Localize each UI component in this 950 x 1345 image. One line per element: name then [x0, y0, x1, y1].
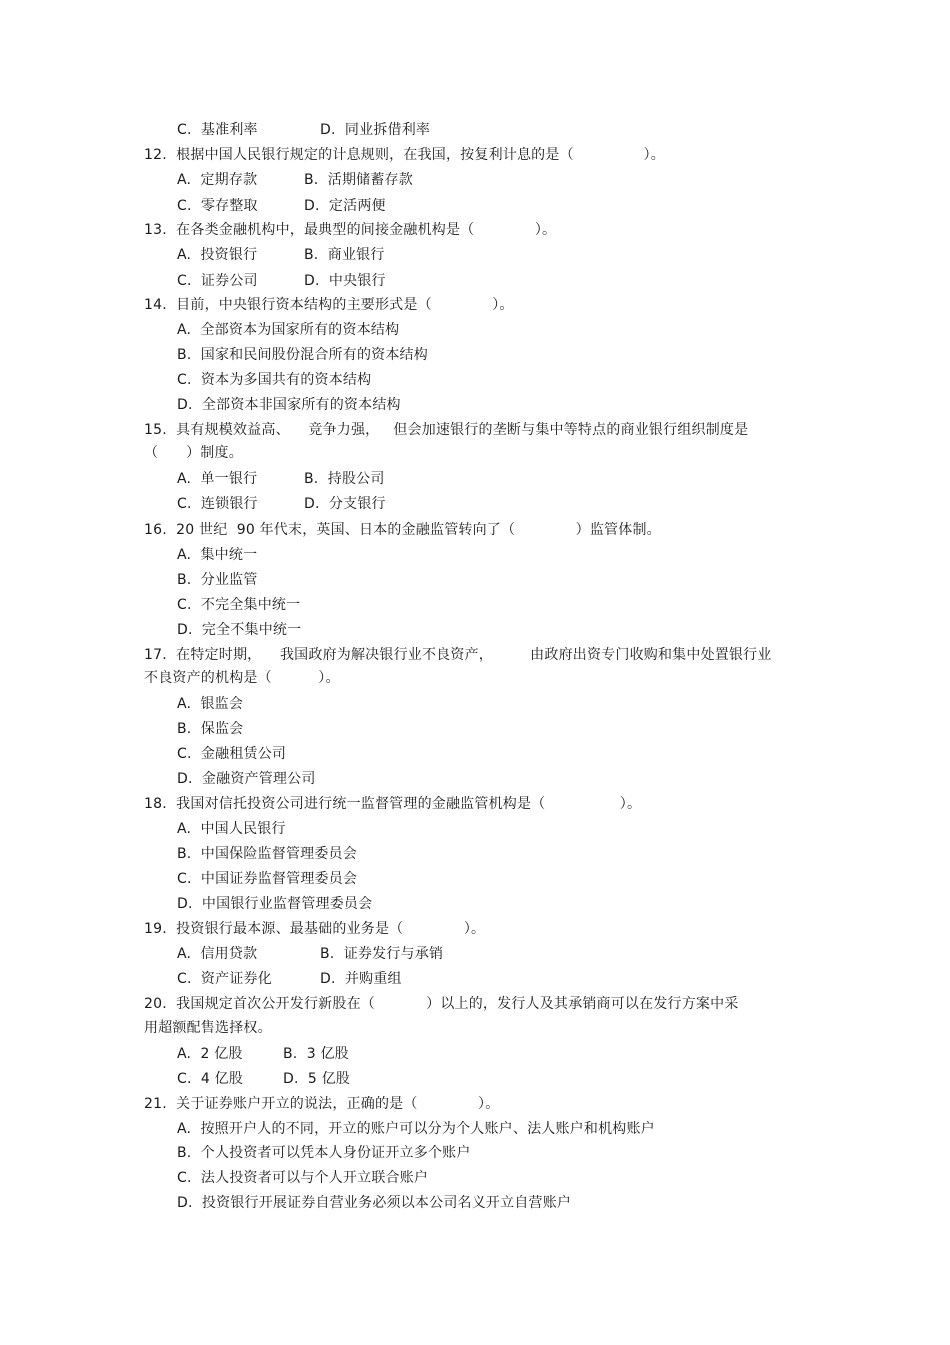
option-c: C. 不完全集中统一 [177, 597, 301, 613]
option-c: C. 证券公司 [177, 273, 258, 289]
option-b: B. 个人投资者可以凭本人身份证开立多个账户 [177, 1145, 471, 1161]
option-d: D. 金融资产管理公司 [177, 771, 316, 787]
option-a: A. 全部资本为国家所有的资本结构 [177, 322, 400, 338]
option-c: C. 法人投资者可以与个人开立联合账户 [177, 1170, 429, 1186]
option-d: D. 并购重组 [320, 971, 402, 987]
option-a: A. 2 亿股 [177, 1046, 243, 1062]
option-d: D. 分支银行 [304, 496, 386, 512]
option-a: A. 信用贷款 [177, 946, 258, 962]
question-19: 19. 投资银行最本源、最基础的业务是（ ）。 [144, 921, 486, 937]
question-16: 16. 20 世纪 90 年代末，英国、日本的金融监管转向了（ ）监管体制。 [144, 522, 661, 538]
option-b: B. 持股公司 [304, 471, 385, 487]
question-17: 17. 在特定时期， 我国政府为解决银行业不良资产， 由政府出资专门收购和集中处置银行业 [144, 647, 772, 663]
question-15-continued: （ ）制度。 [144, 445, 243, 461]
option-d: D. 同业拆借利率 [320, 122, 431, 138]
option-b: B. 活期储蓄存款 [304, 172, 413, 188]
option-b: B. 中国保险监督管理委员会 [177, 846, 357, 862]
option-a: A. 按照开户人的不同，开立的账户可以分为个人账户、法人账户和机构账户 [177, 1121, 655, 1137]
option-a: A. 单一银行 [177, 471, 258, 487]
option-a: A. 银监会 [177, 696, 244, 712]
option-c: C. 资产证券化 [177, 971, 272, 987]
option-b: B. 分业监管 [177, 572, 258, 588]
option-a: A. 定期存款 [177, 172, 258, 188]
option-c: C. 零存整取 [177, 198, 258, 214]
option-d: D. 5 亿股 [283, 1071, 351, 1087]
option-d: D. 中央银行 [304, 273, 386, 289]
option-b: B. 商业银行 [304, 247, 385, 263]
option-c: C. 连锁银行 [177, 496, 258, 512]
option-b: B. 保监会 [177, 721, 244, 737]
option-c: C. 资本为多国共有的资本结构 [177, 372, 372, 388]
option-c: C. 4 亿股 [177, 1071, 244, 1087]
option-b: B. 证券发行与承销 [320, 946, 444, 962]
question-18: 18. 我国对信托投资公司进行统一监督管理的金融监管机构是（ ）。 [144, 796, 642, 812]
option-c: C. 基准利率 [177, 122, 258, 138]
question-15: 15. 具有规模效益高、 竞争力强， 但会加速银行的垄断与集中等特点的商业银行组织制度是 [144, 422, 749, 438]
question-21: 21. 关于证券账户开立的说法，正确的是（ ）。 [144, 1096, 500, 1112]
option-a: A. 集中统一 [177, 547, 258, 563]
question-17-continued: 不良资产的机构是（ ）。 [144, 670, 340, 686]
question-12: 12. 根据中国人民银行规定的计息规则，在我国，按复利计息的是（ ）。 [144, 147, 665, 163]
option-d: D. 完全不集中统一 [177, 622, 302, 638]
question-20: 20. 我国规定首次公开发行新股在（ ）以上的，发行人及其承销商可以在发行方案中采 [144, 996, 739, 1012]
question-14: 14. 目前，中央银行资本结构的主要形式是（ ）。 [144, 297, 514, 313]
option-c: C. 中国证券监督管理委员会 [177, 871, 358, 887]
question-13: 13. 在各类金融机构中，最典型的间接金融机构是（ ）。 [144, 222, 557, 238]
question-20-continued: 用超额配售选择权。 [144, 1020, 272, 1036]
option-b: B. 国家和民间股份混合所有的资本结构 [177, 347, 428, 363]
option-b: B. 3 亿股 [283, 1046, 349, 1062]
option-d: D. 投资银行开展证券自营业务必须以本公司名义开立自营账户 [177, 1195, 572, 1211]
option-a: A. 中国人民银行 [177, 821, 286, 837]
option-d: D. 定活两便 [304, 198, 386, 214]
option-a: A. 投资银行 [177, 247, 258, 263]
option-d: D. 全部资本非国家所有的资本结构 [177, 397, 401, 413]
option-d: D. 中国银行业监督管理委员会 [177, 896, 373, 912]
option-c: C. 金融租赁公司 [177, 746, 287, 762]
